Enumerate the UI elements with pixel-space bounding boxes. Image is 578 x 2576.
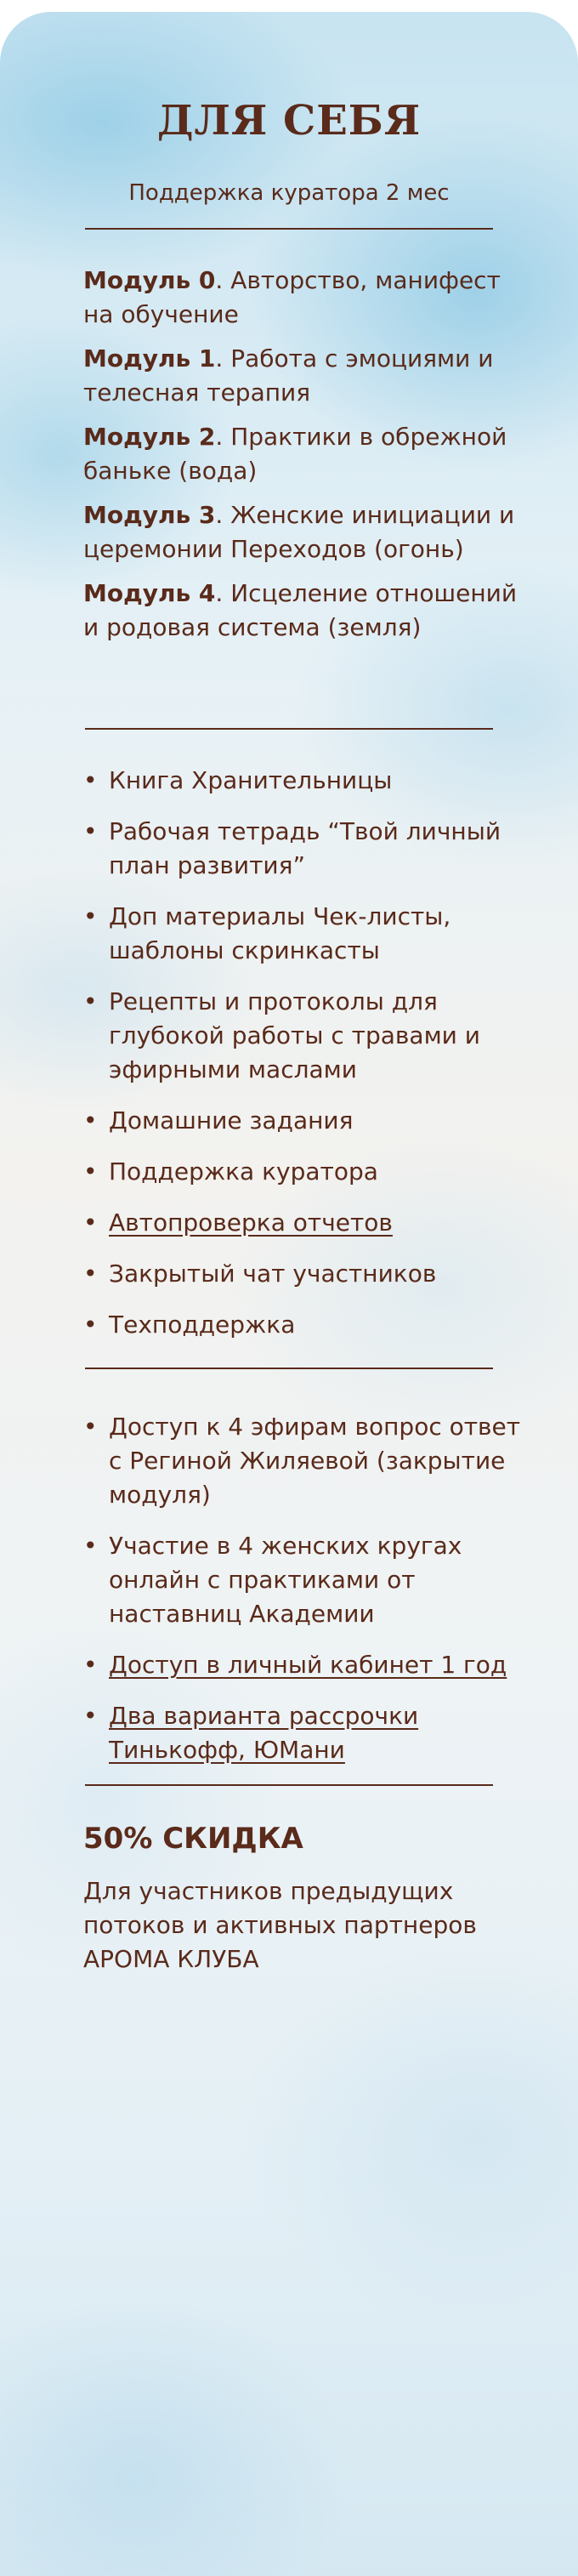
list-item: • Доступ в личный кабинет 1 год	[83, 1648, 525, 1682]
module-item	[83, 577, 525, 645]
module-text: . Практики в обрежной баньке (вода)	[83, 423, 507, 485]
list-item: • Доп материалы Чек-листы, шаблоны скринкасты	[83, 900, 525, 968]
discount-text: Для участников предыдущих потоков и активных партнеров АРОМА КЛУБА	[83, 1877, 477, 1973]
discount-title: 50% СКИДКА	[83, 1822, 303, 1856]
module-item	[83, 342, 525, 410]
module-item	[83, 420, 525, 488]
module-text: . Работа с эмоциями и телесная терапия	[83, 344, 494, 407]
module-label: Модуль 2	[83, 423, 216, 451]
list-item: • Рабочая тетрадь “Твой личный план развития”	[83, 815, 525, 883]
subtitle: Поддержка куратора 2 мес	[128, 180, 450, 206]
module-label: Модуль 1	[83, 344, 216, 372]
divider	[85, 1368, 493, 1369]
module-item	[83, 264, 525, 332]
list-item: • Доступ к 4 эфирам вопрос ответ с Региной Жиляевой (закрытие модуля)	[83, 1410, 525, 1512]
module-item	[83, 498, 525, 566]
list-item: • Участие в 4 женских кругах онлайн с практиками от наставниц Академии	[83, 1529, 525, 1631]
module-text: . Женские инициации и церемонии Переходов (огонь)	[83, 501, 515, 563]
modules-list	[83, 264, 525, 655]
features-list-extra	[83, 1410, 525, 1784]
divider	[85, 228, 493, 230]
module-text: . Исцеление отношений и родовая система (земля)	[83, 579, 518, 641]
module-label: Модуль 0	[83, 266, 216, 294]
list-item: • Два варианта рассрочки Тинькофф, ЮМани	[83, 1699, 525, 1767]
module-text: . Авторство, манифест на обучение	[83, 266, 501, 328]
list-item: • Рецепты и протоколы для глубокой работы с травами и эфирными маслами	[83, 985, 525, 1087]
features-list	[83, 764, 525, 1359]
list-item: • Поддержка куратора	[83, 1155, 525, 1189]
list-item: • Домашние задания	[83, 1104, 525, 1138]
list-item: • Техподдержка	[83, 1308, 525, 1342]
page-title: ДЛЯ СЕБЯ	[156, 97, 422, 145]
list-item: • Закрытый чат участников	[83, 1257, 525, 1291]
list-item: • Книга Хранительницы	[83, 764, 525, 798]
pricing-card	[0, 12, 578, 2576]
list-item: • Автопроверка отчетов	[83, 1206, 525, 1240]
divider	[85, 728, 493, 730]
divider	[85, 1784, 493, 1786]
module-label: Модуль 3	[83, 501, 216, 529]
module-label: Модуль 4	[83, 579, 216, 607]
